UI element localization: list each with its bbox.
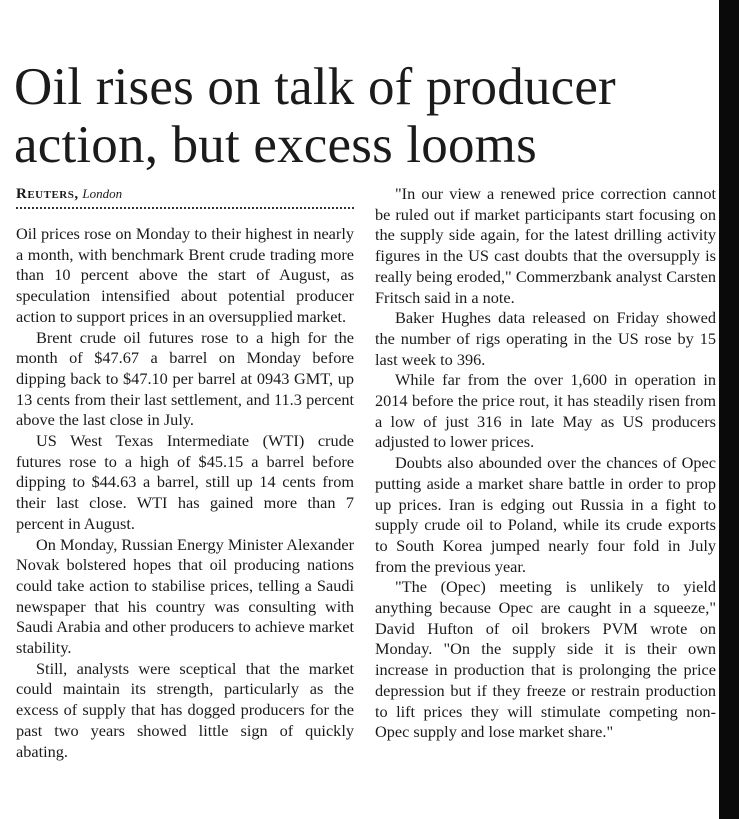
byline <box>16 186 122 203</box>
paragraph: Still, analysts were sceptical that the market could maintain its strength, particularly as the excess of supply that has dogged producers for the past two years showed little sign of quickly abating. <box>16 658 354 761</box>
paragraph: Oil prices rose on Monday to their highest in nearly a month, with benchmark Brent crude trading more than 10 percent above the start of August, as speculation intensified about potential producer action to support prices in an oversupplied market. <box>16 224 354 326</box>
article-column-1 <box>16 224 354 762</box>
paragraph: While far from the over 1,600 in operation in 2014 before the price rout, it has steadily risen from a low of just 316 in late May as US producers adjusted to lower prices. <box>375 370 716 452</box>
byline-agency: Reuters, <box>16 186 79 202</box>
paragraph: "The (Opec) meeting is unlikely to yield anything because Opec are caught in a squeeze," David Hufton of oil brokers PVM wrote on Monday. "On the supply side it is their own increase in production that is prolonging the price depression but if they freeze or restrain production to lift prices they will stimulate competing non-Opec supply and lose market share." <box>375 577 716 742</box>
paragraph: On Monday, Russian Energy Minister Alexander Novak bolstered hopes that oil producing nations could take action to stabilise prices, telling a Saudi newspaper that his country was consulting with Saudi Arabia and other producers to achieve market stability. <box>16 534 354 658</box>
paragraph: US West Texas Intermediate (WTI) crude futures rose to a high of $45.15 a barrel before dipping to $44.63 a barrel, still up 14 cents from their last close. WTI has gained more than 7 percent in August. <box>16 431 354 533</box>
article-column-2 <box>375 184 716 743</box>
paragraph: Doubts also abounded over the chances of Opec putting aside a market share battle in order to prop up prices. Iran is edging out Russia in a fight to supply crude oil to Poland, while its crude exports to South Korea jumped nearly four fold in July from the previous year. <box>375 453 716 576</box>
byline-place: London <box>82 186 123 201</box>
paragraph: Brent crude oil futures rose to a high for the month of $47.67 a barrel on Monday before dipping back to $47.10 per barrel at 0943 GMT, up 13 cents from their last settlement, and 11.3 percent above the last close in July. <box>16 327 354 430</box>
article-headline: Oil rises on talk of producer action, but excess looms <box>14 58 616 174</box>
paragraph: Baker Hughes data released on Friday showed the number of rigs operating in the US rose by 15 last week to 396. <box>375 308 716 369</box>
dotted-divider <box>16 207 354 209</box>
paragraph: "In our view a renewed price correction cannot be ruled out if market participants start focusing on the supply side again, for the latest drilling activity figures in the US cast doubts that the oversupply is really being eroded," Commerzbank analyst Carsten Fritsch said in a note. <box>375 184 716 307</box>
page-edge-shadow <box>719 0 739 819</box>
